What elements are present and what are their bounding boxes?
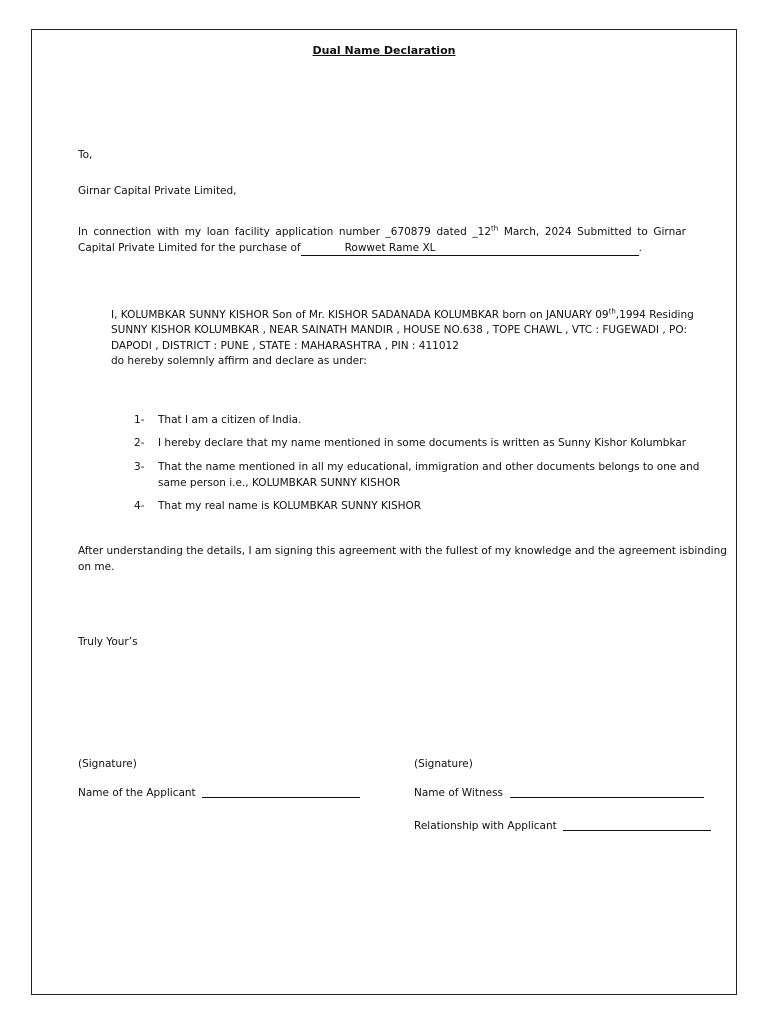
vehicle-name: Rowwet Rame XL	[301, 242, 639, 256]
declaration-line-4: do hereby solemnly affirm and declare as under:	[111, 355, 367, 367]
applicant-name-label: Name of the Applicant	[78, 787, 196, 799]
declaration-line-1-end: ,1994 Residing	[615, 309, 694, 321]
addressee: Girnar Capital Private Limited,	[78, 185, 237, 197]
point-2-text: I hereby declare that my name mentioned in some documents is written as Sunny Kishor Kolumbkar	[158, 437, 687, 449]
relationship-label: Relationship with Applicant	[414, 820, 557, 832]
witness-name-label: Name of Witness	[414, 787, 504, 799]
point-3-text: That the name mentioned in all my educational, immigration and other documents belongs to one and same person i.e., KOLUMBKAR SUNNY KISHOR	[158, 461, 700, 489]
date-day: _12	[472, 226, 492, 238]
birth-date-suffix: th	[608, 307, 616, 316]
declaration-line-2: SUNNY KISHOR KOLUMBKAR , NEAR SAINATH MANDIR , HOUSE NO.638 , TOPE CHAWL , VTC : FUGEWADI , PO:	[111, 324, 687, 336]
applicant-name-line	[202, 797, 290, 798]
relationship-line	[563, 830, 711, 831]
salutation-to: To,	[78, 149, 93, 161]
applicant-name-line-ext	[290, 797, 360, 798]
connection-intro: In connection with my loan facility application number	[78, 226, 386, 238]
closing-paragraph: After understanding the details, I am signing this agreement with the fullest of my knowledge and the agreement isbinding on me.	[78, 545, 727, 573]
dated-label: dated	[430, 226, 473, 238]
point-1-number: 1-	[134, 414, 145, 426]
sign-off: Truly Your’s	[78, 636, 138, 648]
declaration-line-1-main: I, KOLUMBKAR SUNNY KISHOR Son of Mr. KISHOR SADANADA KOLUMBKAR born on JANUARY 09	[111, 309, 609, 321]
point-4-number: 4-	[134, 500, 145, 512]
declaration-line-3: DAPODI , DISTRICT : PUNE , STATE : MAHARASHTRA , PIN : 411012	[111, 340, 459, 352]
declaration-line-1	[111, 307, 694, 323]
witness-signature-label: (Signature)	[414, 758, 473, 770]
connection-paragraph	[78, 224, 686, 256]
point-3-number: 3-	[134, 461, 145, 473]
date-day-suffix: th	[491, 224, 499, 233]
document-title: Dual Name Declaration	[312, 44, 456, 57]
connection-body: March, 2024 Submitted to Girnar Capital Private Limited for the purchase of	[78, 226, 686, 254]
application-number: _670879	[385, 226, 431, 238]
witness-name-line	[510, 797, 704, 798]
point-1-text: That I am a citizen of India.	[158, 414, 302, 426]
connection-end: .	[638, 242, 642, 254]
point-2-number: 2-	[134, 437, 145, 449]
applicant-signature-label: (Signature)	[78, 758, 137, 770]
point-4-text: That my real name is KOLUMBKAR SUNNY KISHOR	[158, 500, 422, 512]
